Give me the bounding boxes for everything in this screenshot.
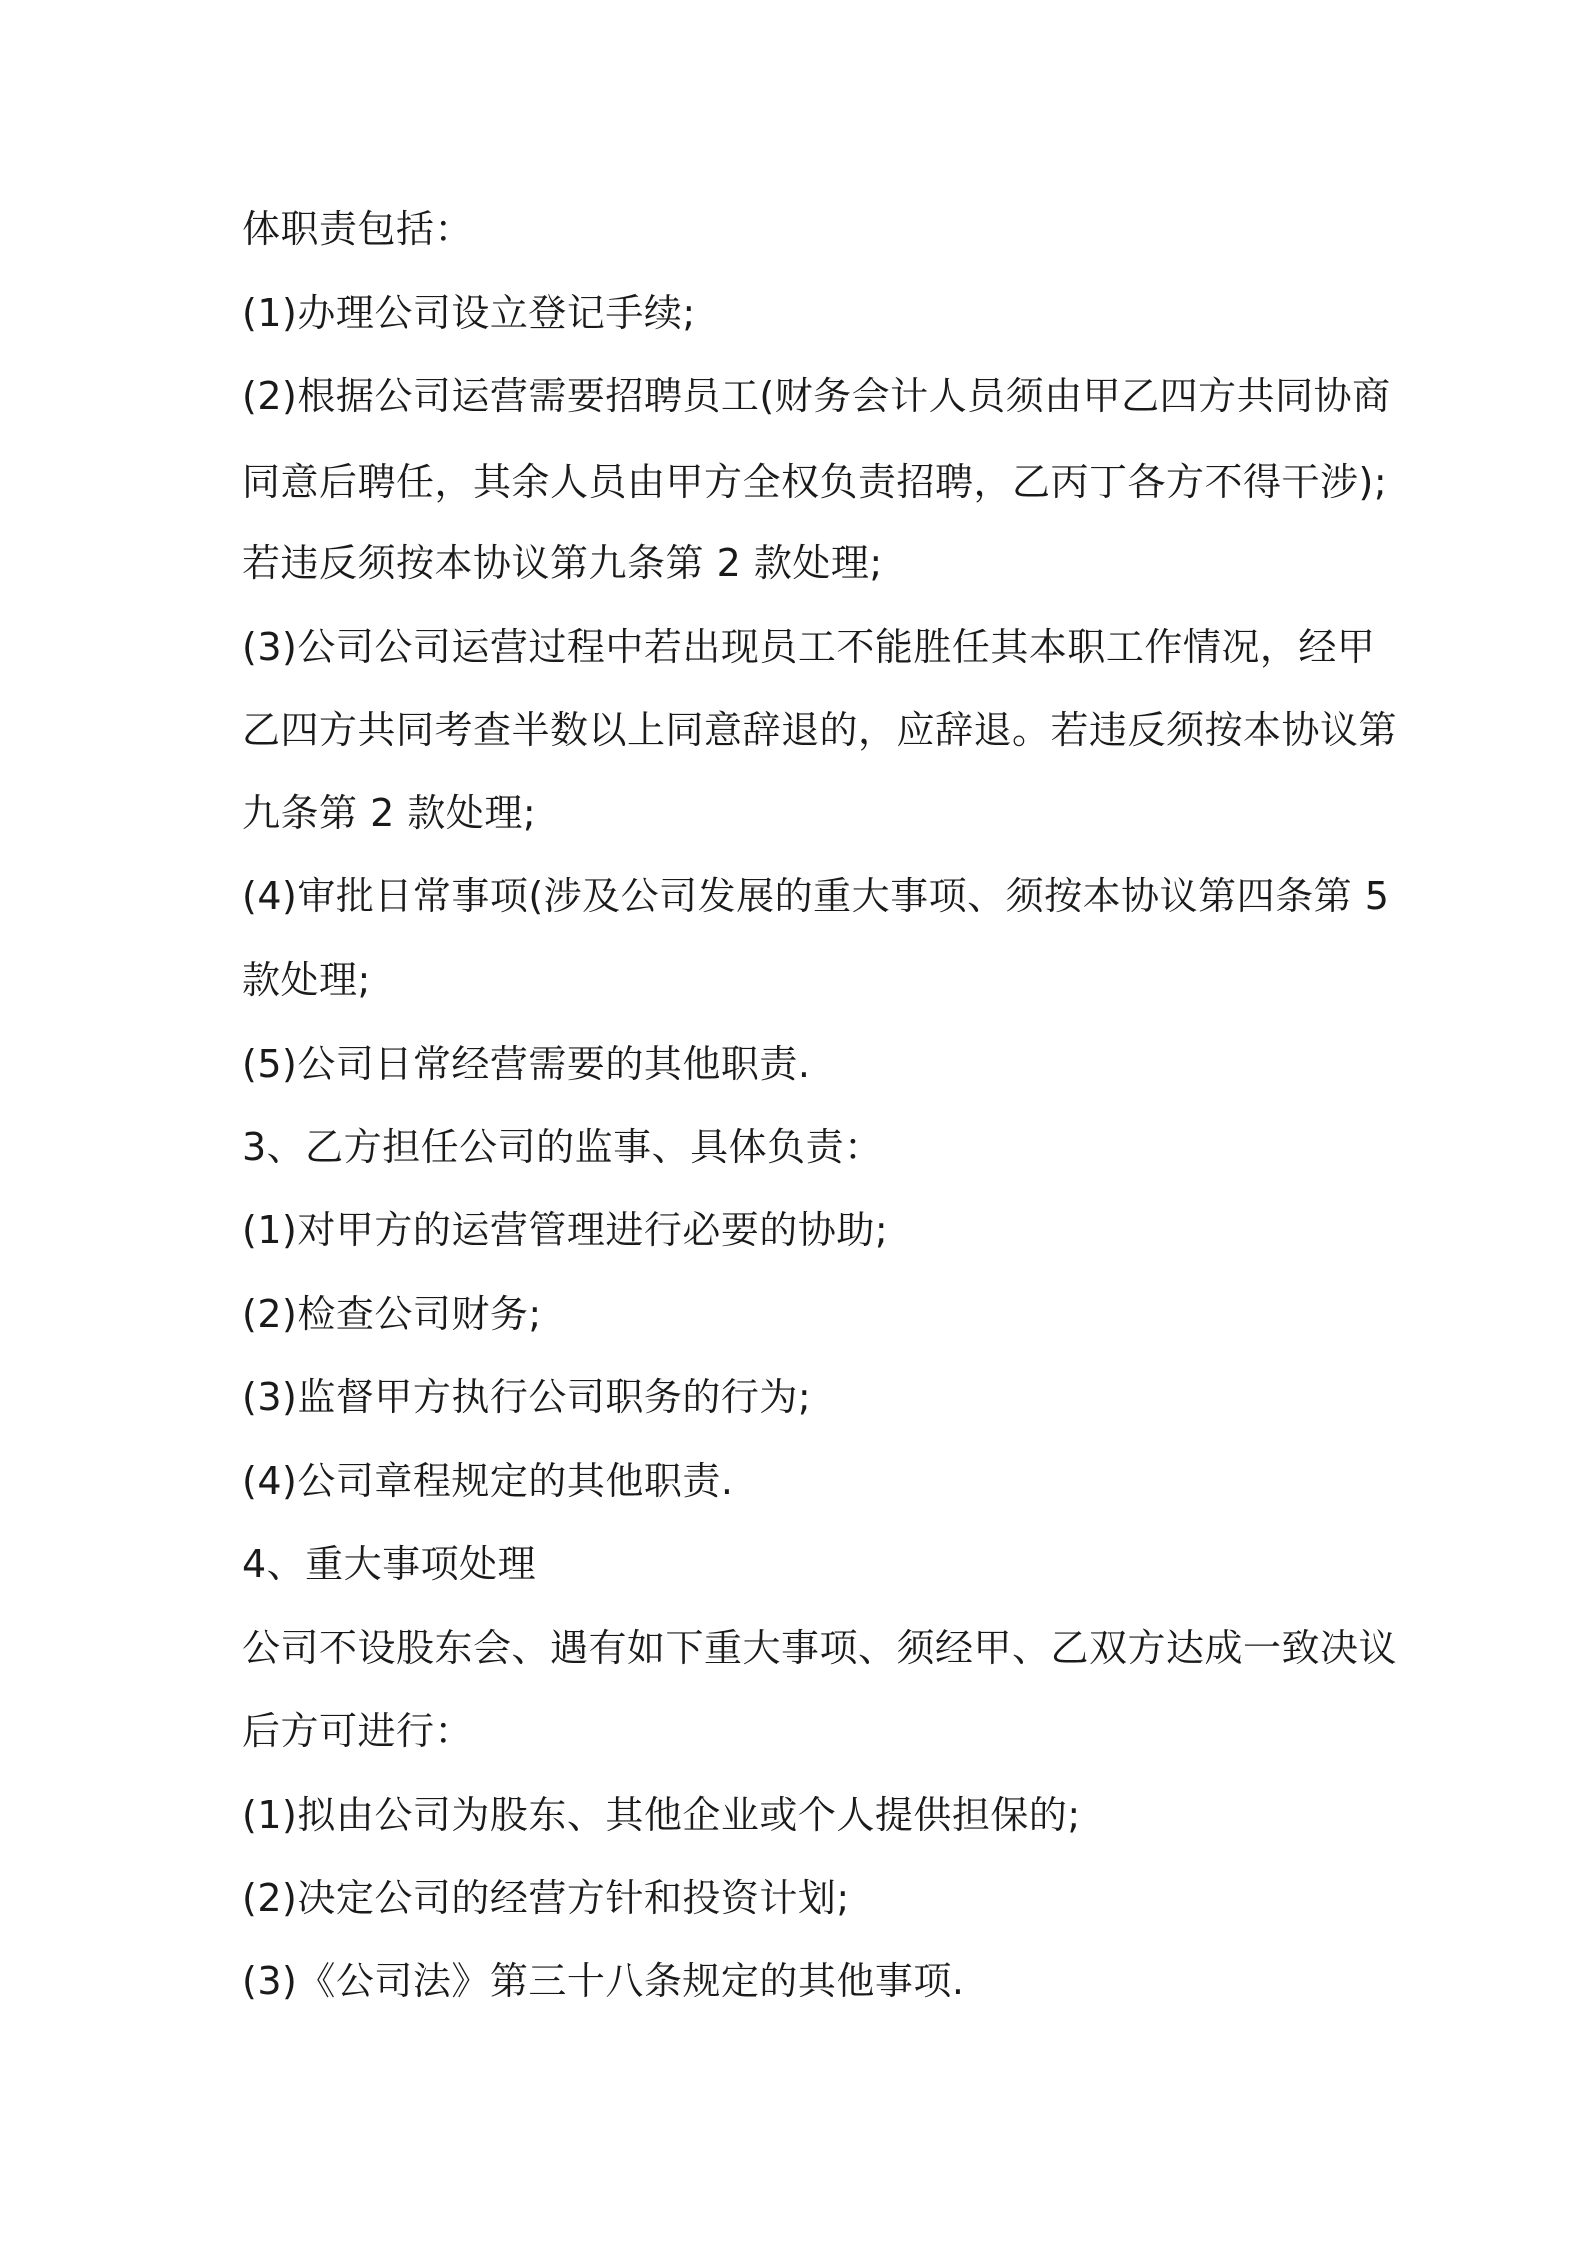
text-line: (1)拟由公司为股东、其他企业或个人提供担保的; xyxy=(242,1793,1081,1837)
text-line: (5)公司日常经营需要的其他职责. xyxy=(242,1042,811,1086)
section-heading: 3、乙方担任公司的监事、具体负责： xyxy=(242,1125,883,1169)
text-line: (3)监督甲方执行公司职务的行为; xyxy=(242,1375,812,1419)
text-line: 同意后聘任，其余人员由甲方全权负责招聘，乙丙丁各方不得干涉); xyxy=(242,460,1388,504)
text-line: (4)公司章程规定的其他职责. xyxy=(242,1459,734,1503)
text-line: 乙四方共同考查半数以上同意辞退的，应辞退。若违反须按本协议第 xyxy=(242,708,1398,752)
text-line: (2)检查公司财务; xyxy=(242,1292,542,1336)
text-line: 若违反须按本协议第九条第 2 款处理; xyxy=(242,541,883,585)
section-heading: 4、重大事项处理 xyxy=(242,1542,537,1586)
text-line: 公司不设股东会、遇有如下重大事项、须经甲、乙双方达成一致决议 xyxy=(242,1626,1398,1670)
text-line: 体职责包括： xyxy=(242,207,474,251)
text-line: (4)审批日常事项(涉及公司发展的重大事项、须按本协议第四条第 5 xyxy=(242,874,1390,918)
text-line: 九条第 2 款处理; xyxy=(242,791,537,835)
text-line: (3)公司公司运营过程中若出现员工不能胜任其本职工作情况，经甲 xyxy=(242,625,1376,669)
text-line: 后方可进行： xyxy=(242,1709,474,1753)
text-line: (1)对甲方的运营管理进行必要的协助; xyxy=(242,1208,889,1252)
text-line: (2)根据公司运营需要招聘员工(财务会计人员须由甲乙四方共同协商 xyxy=(242,374,1391,418)
text-line: (3)《公司法》第三十八条规定的其他事项. xyxy=(242,1959,965,2003)
text-line: 款处理; xyxy=(242,958,371,1002)
text-line: (1)办理公司设立登记手续; xyxy=(242,291,696,335)
text-line: (2)决定公司的经营方针和投资计划; xyxy=(242,1876,850,1920)
